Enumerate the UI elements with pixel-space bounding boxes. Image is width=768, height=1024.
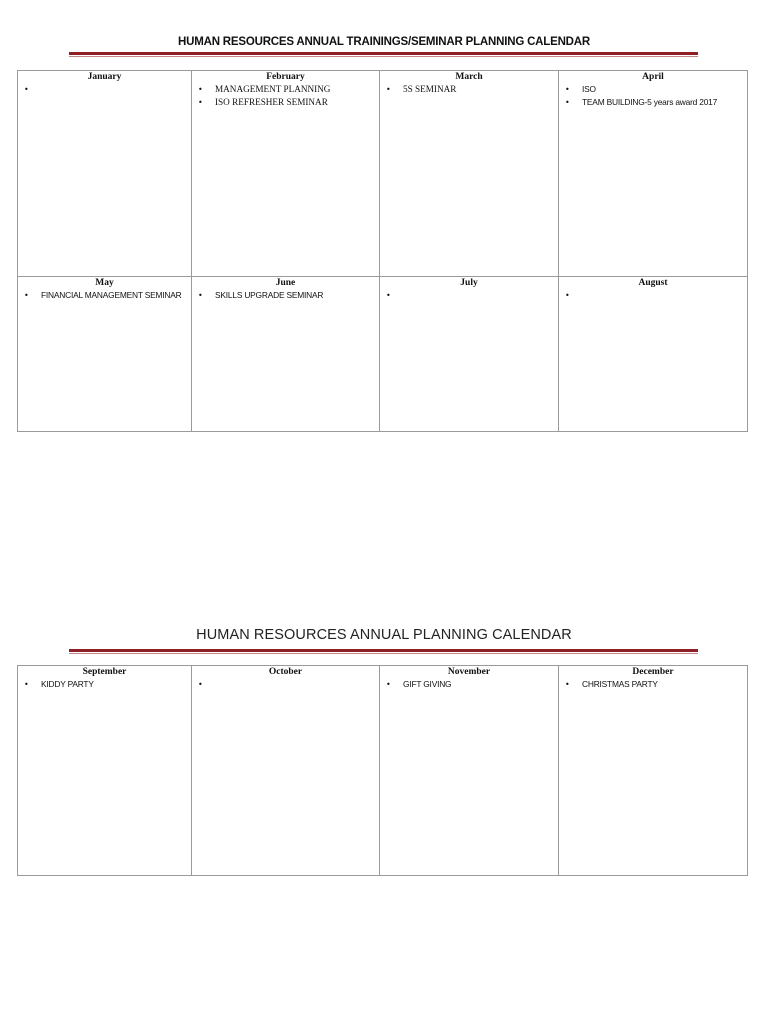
bullet-icon: • bbox=[24, 85, 29, 94]
bullet-icon: • bbox=[565, 85, 570, 94]
month-cell-march bbox=[380, 71, 559, 277]
list-item: • FINANCIAL MANAGEMENT SEMINAR bbox=[24, 290, 182, 300]
month-name: May bbox=[95, 278, 114, 288]
bullet-icon: • bbox=[198, 98, 203, 107]
month-cell-july bbox=[380, 277, 559, 432]
list-item: • 5S SEMINAR bbox=[386, 84, 457, 94]
bullet-icon: • bbox=[386, 680, 391, 689]
event-list bbox=[380, 678, 558, 691]
calendar-title-trainings: HUMAN RESOURCES ANNUAL TRAININGS/SEMINAR PLANNING CALENDAR bbox=[178, 36, 590, 48]
calendar-table-jan-aug bbox=[17, 70, 748, 432]
event-list bbox=[192, 289, 379, 302]
month-cell-january bbox=[18, 71, 192, 277]
list-item: • CHRISTMAS PARTY bbox=[565, 679, 658, 689]
bullet-icon: • bbox=[198, 291, 203, 300]
event-list bbox=[559, 289, 747, 302]
bullet-icon: • bbox=[386, 291, 391, 300]
list-item bbox=[386, 289, 558, 302]
month-cell-may bbox=[18, 277, 192, 432]
month-name: June bbox=[275, 278, 296, 288]
calendar-title-planning: HUMAN RESOURCES ANNUAL PLANNING CALENDAR bbox=[196, 627, 572, 643]
event-list bbox=[18, 678, 191, 691]
month-cell-september bbox=[18, 666, 192, 876]
list-item bbox=[565, 289, 747, 302]
month-name: November bbox=[447, 667, 491, 677]
bullet-icon: • bbox=[24, 291, 29, 300]
list-item: • KIDDY PARTY bbox=[24, 679, 94, 689]
bullet-icon: • bbox=[565, 680, 570, 689]
month-name: January bbox=[87, 72, 122, 82]
event-list bbox=[192, 83, 379, 109]
list-item: • SKILLS UPGRADE SEMINAR bbox=[198, 290, 324, 300]
list-item: • TEAM BUILDING-5 years award 2017 bbox=[565, 97, 718, 107]
event-list bbox=[380, 83, 558, 96]
bullet-icon: • bbox=[565, 98, 570, 107]
month-name: April bbox=[642, 72, 664, 82]
bullet-icon: • bbox=[24, 680, 29, 689]
title-divider bbox=[69, 52, 698, 57]
list-item: • ISO REFRESHER SEMINAR bbox=[198, 97, 328, 107]
event-list bbox=[18, 83, 191, 96]
month-name: September bbox=[82, 667, 127, 677]
list-item bbox=[198, 678, 379, 691]
event-list bbox=[380, 289, 558, 302]
month-name: October bbox=[268, 667, 303, 677]
bullet-icon: • bbox=[198, 680, 203, 689]
month-cell-august bbox=[559, 277, 748, 432]
event-list bbox=[559, 83, 747, 109]
list-item: • ISO bbox=[565, 84, 596, 94]
month-name: July bbox=[460, 278, 478, 288]
month-cell-june bbox=[192, 277, 380, 432]
month-name: December bbox=[632, 667, 674, 677]
list-item: • GIFT GIVING bbox=[386, 679, 452, 689]
bullet-icon: • bbox=[386, 85, 391, 94]
event-list bbox=[18, 289, 191, 302]
month-name: August bbox=[638, 278, 668, 288]
list-item: • MANAGEMENT PLANNING bbox=[198, 84, 331, 94]
event-list bbox=[559, 678, 747, 691]
title-divider bbox=[69, 649, 698, 654]
month-name: March bbox=[455, 72, 483, 82]
month-cell-october bbox=[192, 666, 380, 876]
bullet-icon: • bbox=[565, 291, 570, 300]
event-list bbox=[192, 678, 379, 691]
bullet-icon: • bbox=[198, 85, 203, 94]
month-cell-february bbox=[192, 71, 380, 277]
calendar-table-sep-dec bbox=[17, 665, 748, 876]
month-cell-december bbox=[559, 666, 748, 876]
list-item bbox=[24, 83, 191, 96]
month-cell-november bbox=[380, 666, 559, 876]
month-name: February bbox=[266, 72, 305, 82]
month-cell-april bbox=[559, 71, 748, 277]
